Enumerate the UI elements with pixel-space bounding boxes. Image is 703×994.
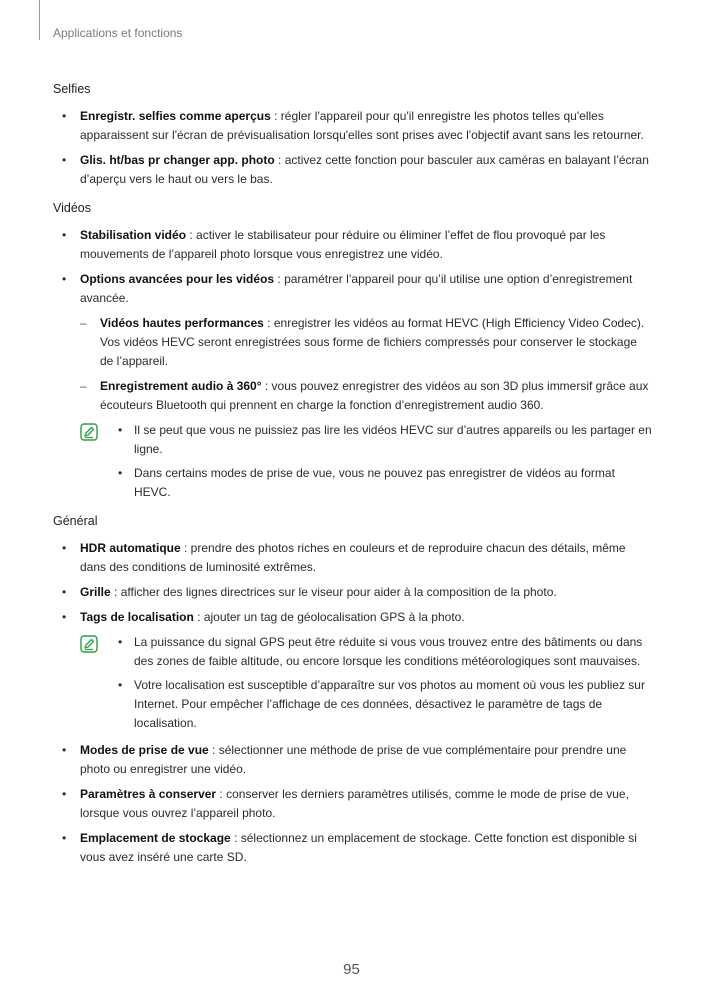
list-item	[53, 107, 653, 145]
header-divider	[39, 0, 40, 40]
page-content	[53, 80, 653, 877]
sub-list-item	[80, 314, 653, 371]
item-desc: : activer le stabilisateur pour réduire ou éliminer l’effet de flou provoqué par les mouvements de l’appareil photo lorsque vous enregistrez une vidéo.	[80, 228, 606, 261]
note-box	[53, 633, 653, 733]
item-term: Modes de prise de vue	[80, 743, 209, 757]
item-desc: : enregistrer les vidéos au format HEVC (High Efficiency Video Codec). Vos vidéos HEVC seront enregistrées sous forme de fichiers compressés pour conserver le stockage de l’appareil.	[100, 316, 645, 368]
item-term: Enregistrement audio à 360°	[100, 379, 262, 393]
note-item: • Dans certains modes de prise de vue, vous ne pouvez pas enregistrer de vidéos au format HEVC.	[134, 464, 653, 502]
item-term: Enregistr. selfies comme aperçus	[80, 109, 271, 123]
item-desc: : régler l'appareil pour qu'il enregistre les photos telles qu'elles apparaissent sur l'écran de prévisualisation lorsqu'elles sont prises avec l'objectif avant sans les retourner.	[80, 109, 644, 142]
list-item	[53, 270, 653, 415]
item-desc: : conserver les derniers paramètres utilisés, comme le mode de prise de vue, lorsque vous ouvrez l’appareil photo.	[80, 787, 629, 820]
item-desc: : activez cette fonction pour basculer aux caméras en balayant l’écran d’aperçu vers le haut ou vers le bas.	[80, 153, 649, 186]
item-term: Grille	[80, 585, 111, 599]
item-term: Emplacement de stockage	[80, 831, 231, 845]
item-term: Glis. ht/bas pr changer app. photo	[80, 153, 275, 167]
section-title-selfies: Selfies	[53, 82, 91, 96]
note-pencil-icon	[80, 423, 98, 441]
item-term: Vidéos hautes performances	[100, 316, 264, 330]
item-desc: : prendre des photos riches en couleurs et de reproduire chacun des détails, même dans des conditions de luminosité extrêmes.	[80, 541, 626, 574]
list-item	[53, 829, 653, 867]
item-desc: : afficher des lignes directrices sur le viseur pour aider à la composition de la photo.	[110, 585, 557, 599]
section-general	[53, 512, 653, 867]
list-item	[53, 608, 653, 627]
note-item: • Il se peut que vous ne puissiez pas lire les vidéos HEVC sur d’autres appareils ou les partager en ligne.	[134, 421, 653, 459]
section-title-videos: Vidéos	[53, 201, 91, 215]
item-term: HDR automatique	[80, 541, 181, 555]
item-desc: : paramétrer l’appareil pour qu’il utilise une option d’enregistrement avancée.	[80, 272, 633, 305]
list-item	[53, 539, 653, 577]
list-item	[53, 741, 653, 779]
list-item	[53, 151, 653, 189]
list-item	[53, 583, 653, 602]
item-term: Paramètres à conserver	[80, 787, 217, 801]
section-videos	[53, 199, 653, 502]
section-title-general: Général	[53, 514, 98, 528]
item-term: Options avancées pour les vidéos	[80, 272, 275, 286]
item-desc: : vous pouvez enregistrer des vidéos au son 3D plus immersif grâce aux écouteurs Bluetooth qui prennent en charge la fonction d’enregistrement audio 360.	[100, 379, 649, 412]
list-item	[53, 785, 653, 823]
item-term: Tags de localisation	[80, 610, 194, 624]
page-header: Applications et fonctions	[53, 26, 183, 40]
note-pencil-icon	[80, 635, 98, 653]
sub-list-item	[80, 377, 653, 415]
note-box	[53, 421, 653, 502]
item-desc: : ajouter un tag de géolocalisation GPS à la photo.	[193, 610, 465, 624]
section-selfies	[53, 80, 653, 189]
item-desc: : sélectionnez un emplacement de stockage. Cette fonction est disponible si vous avez inséré une carte SD.	[80, 831, 637, 864]
list-item	[53, 226, 653, 264]
note-item: • Votre localisation est susceptible d’apparaître sur vos photos au moment où vous les publiez sur Internet. Pour empêcher l’affichage de ces données, désactivez le paramètre de tags de localisation.	[134, 676, 653, 733]
note-item: • La puissance du signal GPS peut être réduite si vous vous trouvez entre des bâtiments ou dans des zones de faible altitude, ou encore lorsque les conditions météorologiques sont mauvaises.	[134, 633, 653, 671]
item-desc: : sélectionner une méthode de prise de vue complémentaire pour prendre une photo ou enregistrer une vidéo.	[80, 743, 627, 776]
page-number: 95	[343, 961, 360, 978]
item-term: Stabilisation vidéo	[80, 228, 187, 242]
